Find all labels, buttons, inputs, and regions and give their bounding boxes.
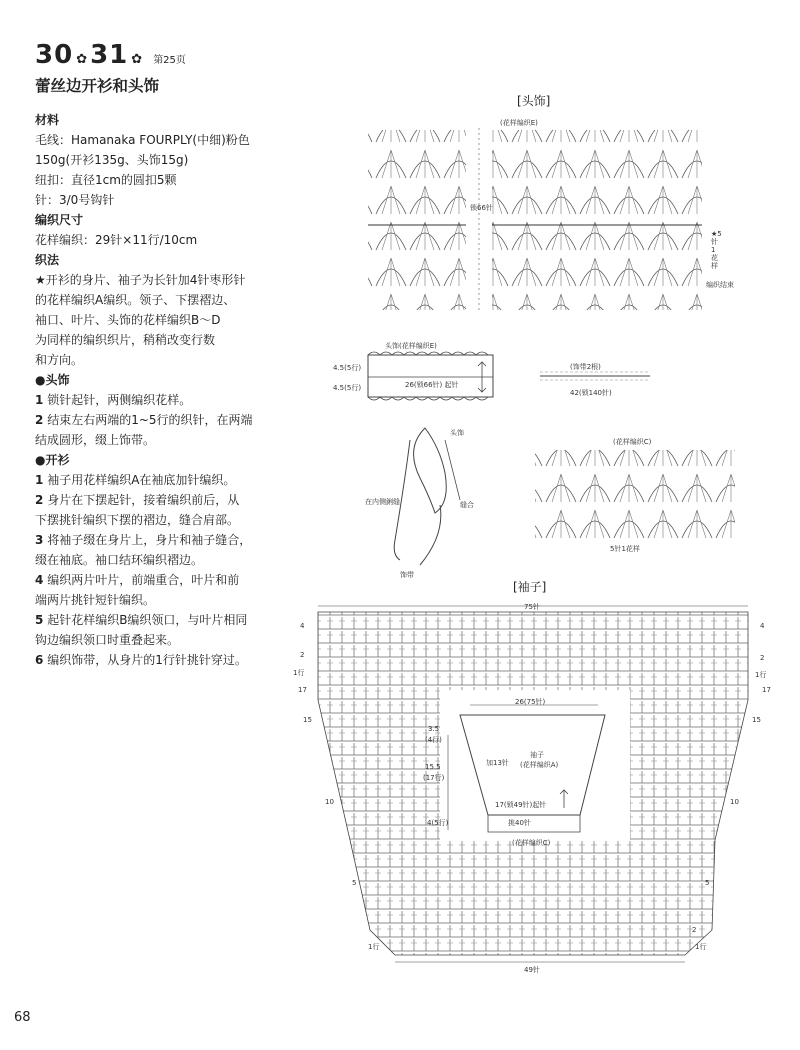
step-line: 2 结束左右两端的1~5行的织针，在两端: [35, 413, 253, 427]
tie-count-label: (饰带2根): [570, 363, 601, 371]
dim-15-5: 15.5: [425, 763, 441, 771]
step-line: 6 编织饰带，从身片的1行针挑针穿过。: [35, 653, 247, 667]
step-line: 1 袖子用花样编织A在袖底加针编织。: [35, 473, 236, 487]
height-label-bottom: 4.5(5行): [333, 384, 362, 392]
method-intro-line: ★开衫的身片、袖子为长针加4针枣形针: [35, 273, 246, 287]
start-chain-label: 26(锁66针) 起针: [405, 381, 459, 389]
row-mark-right: 15: [752, 716, 761, 724]
method-intro-line: 为同样的编织织片，稍稍改变行数: [35, 333, 216, 347]
tie-length-label: 42(锁140针): [570, 389, 612, 397]
dim-15-5-rows: (17行): [423, 774, 445, 782]
step-line: 3 将袖子缀在身片上，身片和袖子缝合，: [35, 533, 252, 547]
dim-3-5: 3.5: [428, 725, 440, 733]
flower-icon: ✿: [131, 52, 143, 67]
step-line: 缀在袖底。袖口结环编织褶边。: [35, 553, 204, 567]
material-line: 150g(开衫135g、头饰15g): [35, 153, 189, 167]
repeat-5-label: 5针1花样: [610, 545, 640, 553]
increase-label: 加13针: [486, 759, 509, 767]
row-mark-right: 10: [730, 798, 739, 806]
step-number: 6: [35, 653, 44, 667]
sleeve-width-label: 26(75针): [515, 698, 546, 706]
cardigan-section-heading: ●开衫: [35, 453, 70, 467]
method-intro-line: 和方向。: [35, 353, 84, 367]
step-line: 结成圆形，缀上饰带。: [35, 433, 156, 447]
headpiece-stitch-chart: [368, 128, 702, 312]
material-line: 纽扣：直径1cm的圆扣5颗: [35, 173, 177, 187]
step-line: 下摆挑针编织下摆的褶边，缝合肩部。: [35, 513, 240, 527]
ribbon-label: 饰带: [400, 571, 414, 579]
step-number: 1: [35, 473, 44, 487]
sleeve-diagram-title: [袖子]: [513, 580, 547, 594]
step-line: 1 锁针起针，两侧编织花样。: [35, 393, 192, 407]
headpiece-diagram-title: [头饰]: [517, 94, 551, 108]
method-heading: 织法: [35, 253, 60, 267]
step-line: 端两片挑针短针编织。: [35, 593, 156, 607]
pattern-e-label: (花样编织E): [500, 119, 538, 127]
chain-66-label: 锁66针: [470, 204, 493, 212]
row-mark-right: 4: [760, 622, 765, 630]
page-number: 68: [14, 1010, 31, 1025]
material-line: 针：3/0号钩针: [35, 193, 115, 207]
method-intro-line: 的花样编织A编织。领子、下摆褶边、: [35, 293, 236, 307]
step-line: 钩边编织领口时重叠起来。: [35, 633, 180, 647]
material-line: 毛线：Hamanaka FOURPLY(中细)粉色: [35, 133, 250, 147]
method-intro-line: 袖口、叶片、头饰的花样编织B～D: [35, 313, 221, 327]
repeat-mark-label: ★5针1花样: [711, 230, 722, 270]
headpiece-pattern-label: 头饰(花样编织E): [385, 342, 437, 350]
gauge-heading: 编织尺寸: [35, 213, 84, 227]
pattern-c-label: (花样编织C): [613, 438, 652, 446]
row-mark-left: 10: [325, 798, 334, 806]
height-label-top: 4.5(5行): [333, 364, 362, 372]
row-mark-left: 15: [303, 716, 312, 724]
gauge-line: 花样编织：29针×11行/10cm: [35, 233, 198, 247]
inner-seam-label: 在内侧鋓缝: [365, 498, 400, 506]
pattern-c-chart: [535, 450, 735, 540]
head-word-label: 头饰: [450, 429, 464, 437]
cuff-pattern-label: (花样编织C): [512, 839, 551, 847]
flower-icon: ✿: [76, 52, 88, 67]
sleeve-pattern-label: (花样编织A): [520, 761, 559, 769]
pattern-number-1: 30: [35, 40, 74, 70]
step-number: 2: [35, 413, 44, 427]
headpiece-assembled-sketch: [394, 428, 460, 565]
tie-ribbon-chart: [540, 372, 650, 380]
row-mark-right: 1行: [755, 671, 767, 679]
end-label: 编织结束: [706, 281, 734, 289]
row-mark-right: 1行: [695, 943, 707, 951]
dim-3-5-rows: (4行): [425, 736, 442, 744]
bottom-stitch-count: 49针: [524, 966, 540, 974]
headpiece-outline: [368, 352, 493, 400]
step-line: 2 身片在下摆起针，接着编织前后，从: [35, 493, 240, 507]
row-mark-right: 5: [705, 879, 710, 887]
dim-4: 4(5行): [427, 819, 449, 827]
start-17-label: 17(锁49针)起针: [495, 801, 547, 809]
pick-40-label: 挑40针: [508, 819, 531, 827]
page-reference: 第25页: [153, 55, 186, 66]
row-mark-right: 2: [692, 926, 697, 934]
step-number: 1: [35, 393, 44, 407]
page-title: 蕾丝边开衫和头饰: [35, 77, 160, 95]
pattern-number-2: 31: [90, 40, 129, 70]
row-mark-right: 2: [760, 654, 765, 662]
sleeve-name-label: 袖子: [530, 751, 544, 759]
row-mark-left: 17: [298, 686, 307, 694]
step-number: 2: [35, 493, 44, 507]
row-mark-left: 5: [352, 879, 357, 887]
step-number: 3: [35, 533, 44, 547]
step-line: 5 起针花样编织B编织领口，与叶片相同: [35, 613, 248, 627]
step-number: 5: [35, 613, 44, 627]
row-mark-right: 17: [762, 686, 771, 694]
row-mark-left: 1行: [368, 943, 380, 951]
sew-label: 缝合: [460, 501, 474, 509]
step-line: 4 编织两片叶片，前端重合，叶片和前: [35, 573, 240, 587]
headpiece-section-heading: ●头饰: [35, 373, 70, 387]
row-mark-left: 4: [300, 622, 305, 630]
row-mark-left: 2: [300, 651, 305, 659]
materials-heading: 材料: [35, 113, 60, 127]
row-mark-left: 1行: [293, 669, 305, 677]
step-number: 4: [35, 573, 44, 587]
top-stitch-count: 75针: [524, 603, 540, 611]
